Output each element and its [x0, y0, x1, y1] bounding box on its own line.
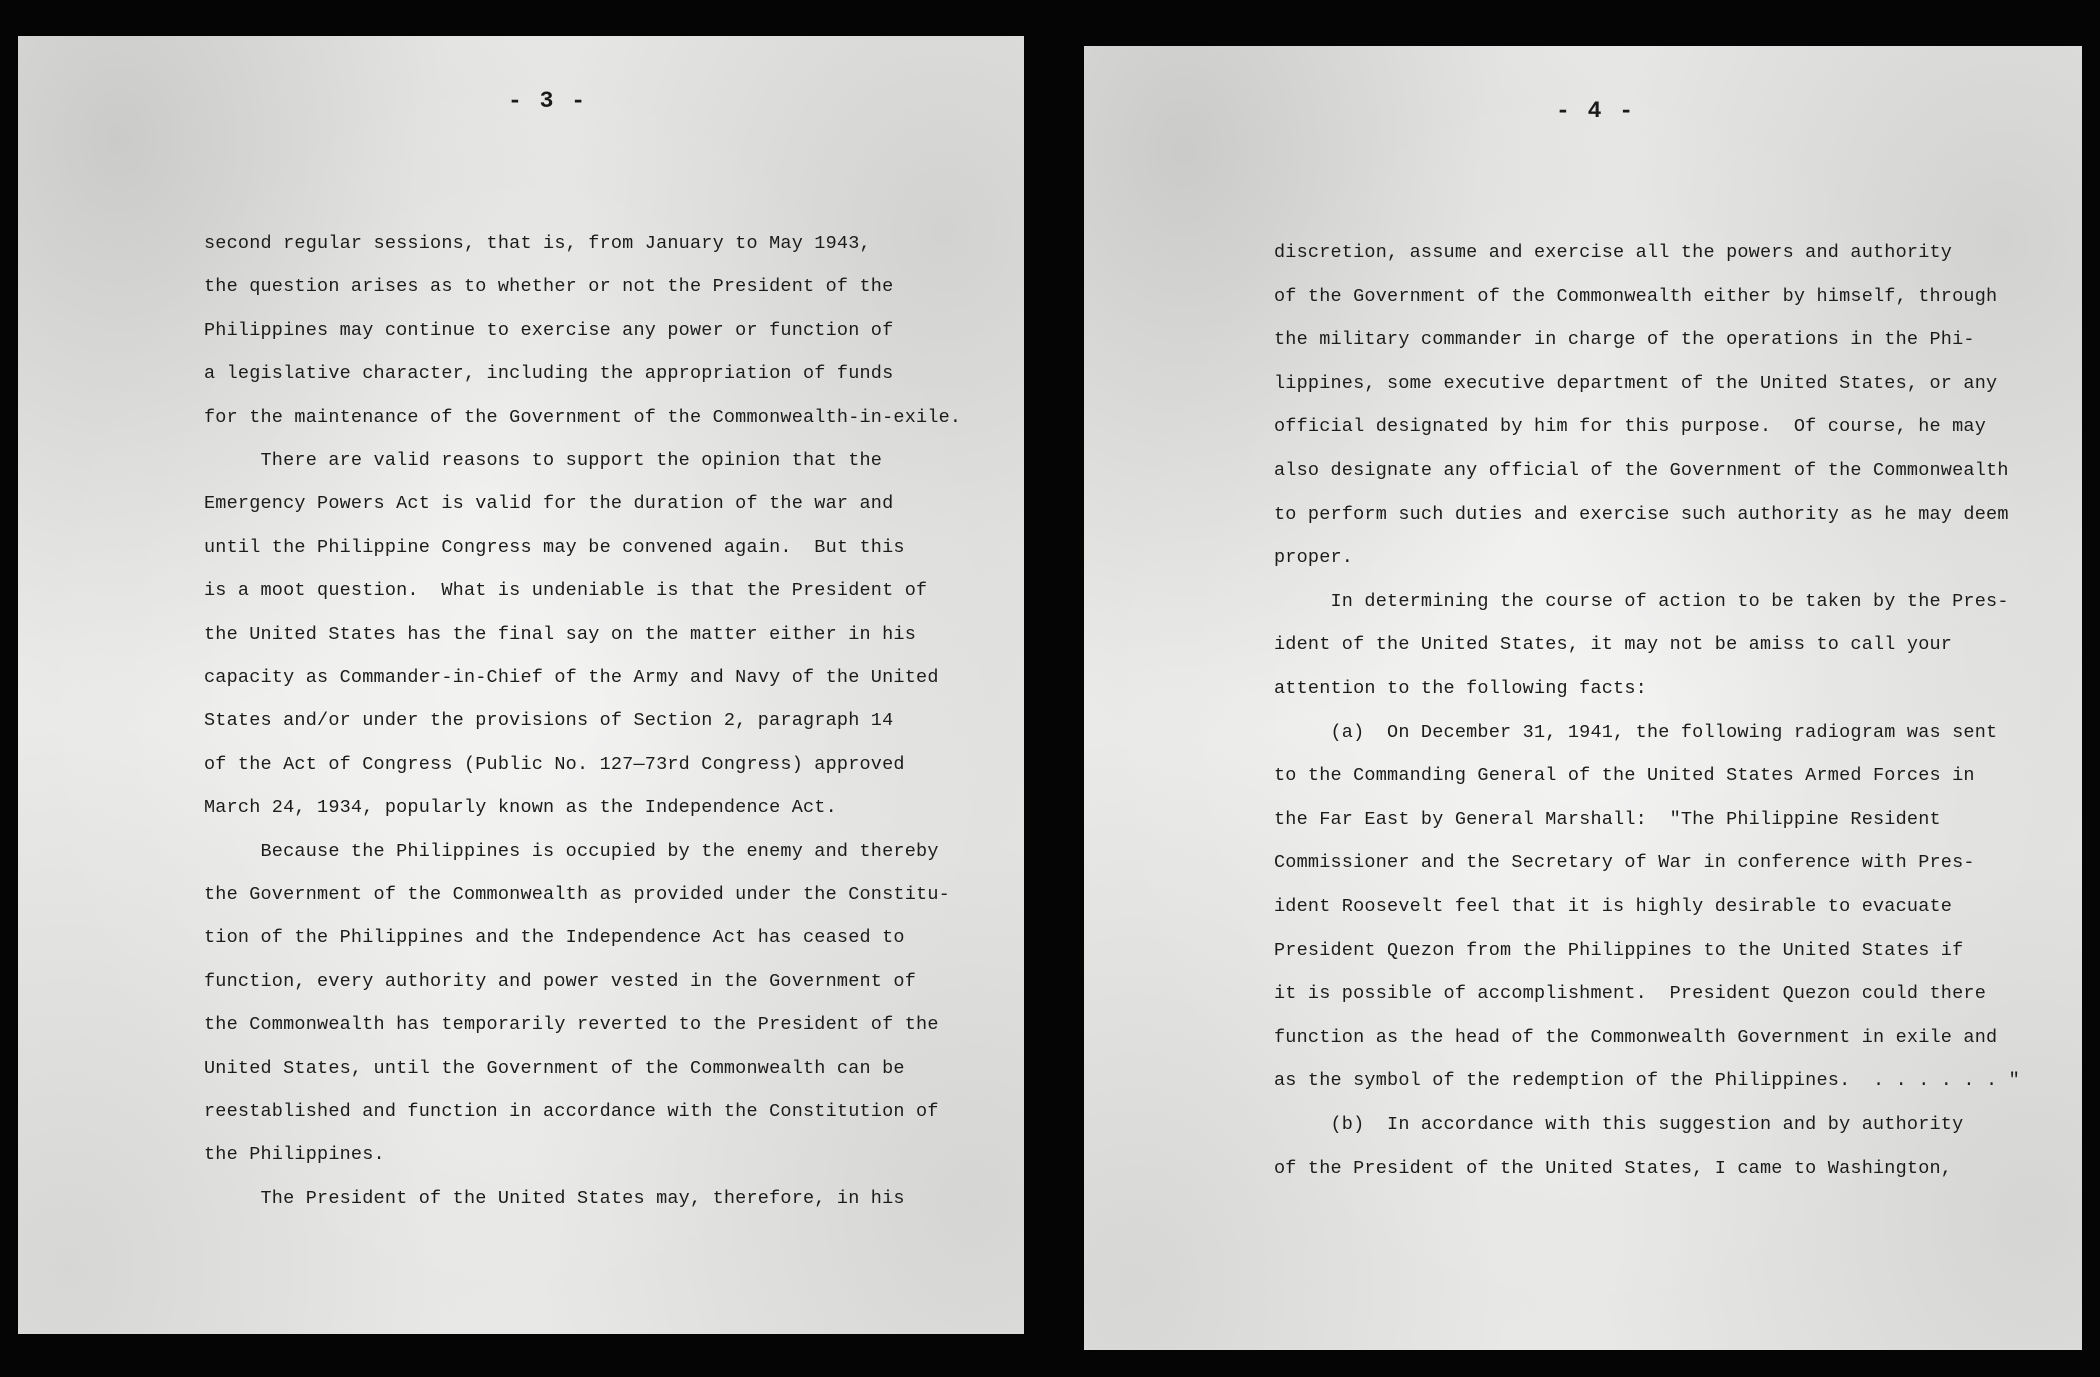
- text-line: proper.: [1274, 547, 1354, 569]
- page-number: - 4 -: [1556, 98, 1636, 124]
- text-line: is a moot question. What is undeniable is that the President of: [204, 580, 928, 602]
- text-line: the Commonwealth has temporarily reverted to the President of the: [204, 1014, 939, 1036]
- text-line: Emergency Powers Act is valid for the duration of the war and: [204, 493, 894, 515]
- text-line: tion of the Philippines and the Independence Act has ceased to: [204, 927, 905, 949]
- text-line: States and/or under the provisions of Section 2, paragraph 14: [204, 710, 894, 732]
- text-line: The President of the United States may, therefore, in his: [204, 1187, 905, 1209]
- text-line: to the Commanding General of the United States Armed Forces in: [1274, 765, 1975, 787]
- text-line: Philippines may continue to exercise any power or function of: [204, 319, 894, 341]
- text-line: official designated by him for this purpose. Of course, he may: [1274, 416, 1987, 438]
- text-line: for the maintenance of the Government of the Commonwealth-in-exile.: [204, 406, 962, 428]
- text-line: President Quezon from the Philippines to the United States if: [1274, 939, 1964, 961]
- text-line: of the Act of Congress (Public No. 127—73rd Congress) approved: [204, 753, 905, 775]
- left-page: [18, 36, 1024, 1334]
- text-line: Commissioner and the Secretary of War in conference with Pres-: [1274, 852, 1975, 874]
- text-line: the Far East by General Marshall: "The Philippine Resident: [1274, 808, 1941, 830]
- text-line: (a) On December 31, 1941, the following radiogram was sent: [1274, 721, 1998, 743]
- text-line: ident Roosevelt feel that it is highly desirable to evacuate: [1274, 896, 1953, 917]
- text-line: discretion, assume and exercise all the powers and authority: [1274, 242, 1953, 263]
- text-line: There are valid reasons to support the opinion that the: [204, 450, 883, 471]
- text-line: second regular sessions, that is, from January to May 1943,: [204, 233, 871, 254]
- text-line: Because the Philippines is occupied by the enemy and thereby: [204, 840, 939, 862]
- text-line: (b) In accordance with this suggestion and by authority: [1274, 1114, 1964, 1135]
- text-line: In determining the course of action to be taken by the Pres-: [1274, 590, 2009, 612]
- text-line: function, every authority and power vested in the Government of: [204, 970, 917, 992]
- text-line: March 24, 1934, popularly known as the Independence Act.: [204, 797, 837, 819]
- text-line: of the Government of the Commonwealth either by himself, through: [1274, 285, 1998, 307]
- text-line: the military commander in charge of the operations in the Phi-: [1274, 329, 1975, 351]
- text-line: the United States has the final say on the matter either in his: [204, 623, 917, 645]
- text-line: the Philippines.: [204, 1144, 385, 1166]
- text-line: as the symbol of the redemption of the Philippines. . . . . . . ": [1274, 1070, 2020, 1092]
- text-line: the Government of the Commonwealth as provided under the Constitu-: [204, 884, 950, 905]
- text-line: to perform such duties and exercise such authority as he may deem: [1274, 503, 2009, 525]
- text-line: lippines, some executive department of the United States, or any: [1274, 372, 1998, 394]
- text-line: until the Philippine Congress may be convened again. But this: [204, 536, 905, 558]
- right-page: [1084, 46, 2082, 1350]
- text-line: a legislative character, including the appropriation of funds: [204, 363, 894, 385]
- text-line: attention to the following facts:: [1274, 678, 1647, 699]
- text-line: ident of the United States, it may not be amiss to call your: [1274, 634, 1953, 656]
- text-line: also designate any official of the Government of the Commonwealth: [1274, 460, 2009, 481]
- text-line: function as the head of the Commonwealth Government in exile and: [1274, 1026, 1998, 1048]
- text-line: capacity as Commander-in-Chief of the Army and Navy of the United: [204, 667, 939, 688]
- page-number: - 3 -: [508, 88, 588, 114]
- text-line: United States, until the Government of the Commonwealth can be: [204, 1057, 905, 1079]
- text-line: the question arises as to whether or not the President of the: [204, 276, 894, 298]
- text-line: it is possible of accomplishment. President Quezon could there: [1274, 983, 1987, 1005]
- text-line: reestablished and function in accordance with the Constitution of: [204, 1101, 939, 1122]
- text-line: of the President of the United States, I came to Washington,: [1274, 1157, 1953, 1179]
